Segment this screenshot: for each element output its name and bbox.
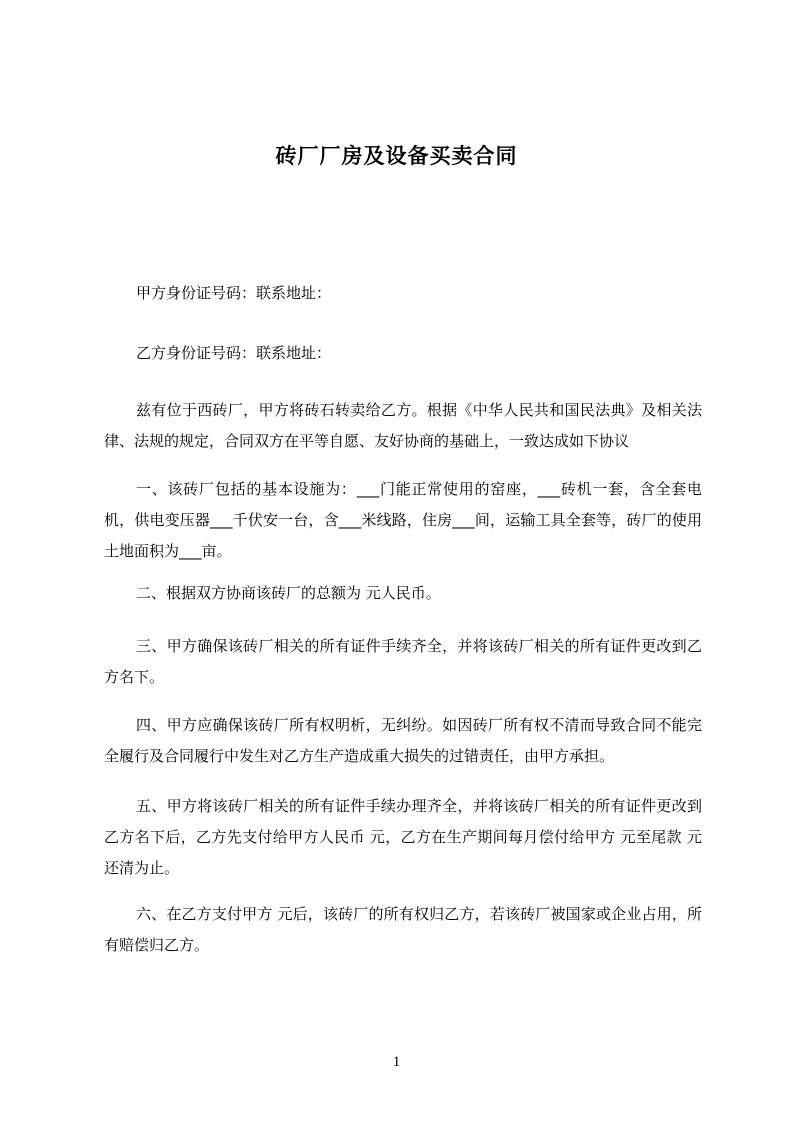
page-number: 1 <box>392 1054 401 1070</box>
clause-1: 一、该砖厂包括的基本设施为：___门能正常使用的窑座，___砖机一套，含全套电机，供电变压器___千伏安一台，含___米线路，住房___间，运输工具全套等，砖厂的使用土地面积为___亩。 <box>104 480 702 560</box>
preamble-paragraph: 兹有位于西砖厂，甲方将砖石转卖给乙方。根据《中华人民共和国民法典》及相关法律、法规的规定，合同双方在平等自愿、友好协商的基础上，一致达成如下协议 <box>104 401 702 450</box>
clause-4: 四、甲方应确保该砖厂所有权明析，无纠纷。如因砖厂所有权不清而导致合同不能完全履行及合同履行中发生对乙方生产造成重大损失的过错责任，由甲方承担。 <box>104 716 702 765</box>
clause-2: 二、根据双方协商该砖厂的总额为 元人民币。 <box>136 584 441 602</box>
clause-3: 三、甲方确保该砖厂相关的所有证件手续齐全，并将该砖厂相关的所有证件更改到乙方名下。 <box>104 637 702 686</box>
party-a-info: 甲方身份证号码：联系地址： <box>136 284 332 302</box>
clause-6: 六、在乙方支付甲方 元后，该砖厂的所有权归乙方，若该砖厂被国家或企业占用，所有赔偿归乙方。 <box>104 905 702 954</box>
party-b-info: 乙方身份证号码：联系地址： <box>136 344 332 362</box>
clause-5: 五、甲方将该砖厂相关的所有证件手续办理齐全，并将该砖厂相关的所有证件更改到乙方名下后，乙方先支付给甲方人民币 元，乙方在生产期间每月偿付给甲方 元至尾款 元还清为止。 <box>104 797 702 877</box>
document-title: 砖厂厂房及设备买卖合同 <box>275 144 518 168</box>
